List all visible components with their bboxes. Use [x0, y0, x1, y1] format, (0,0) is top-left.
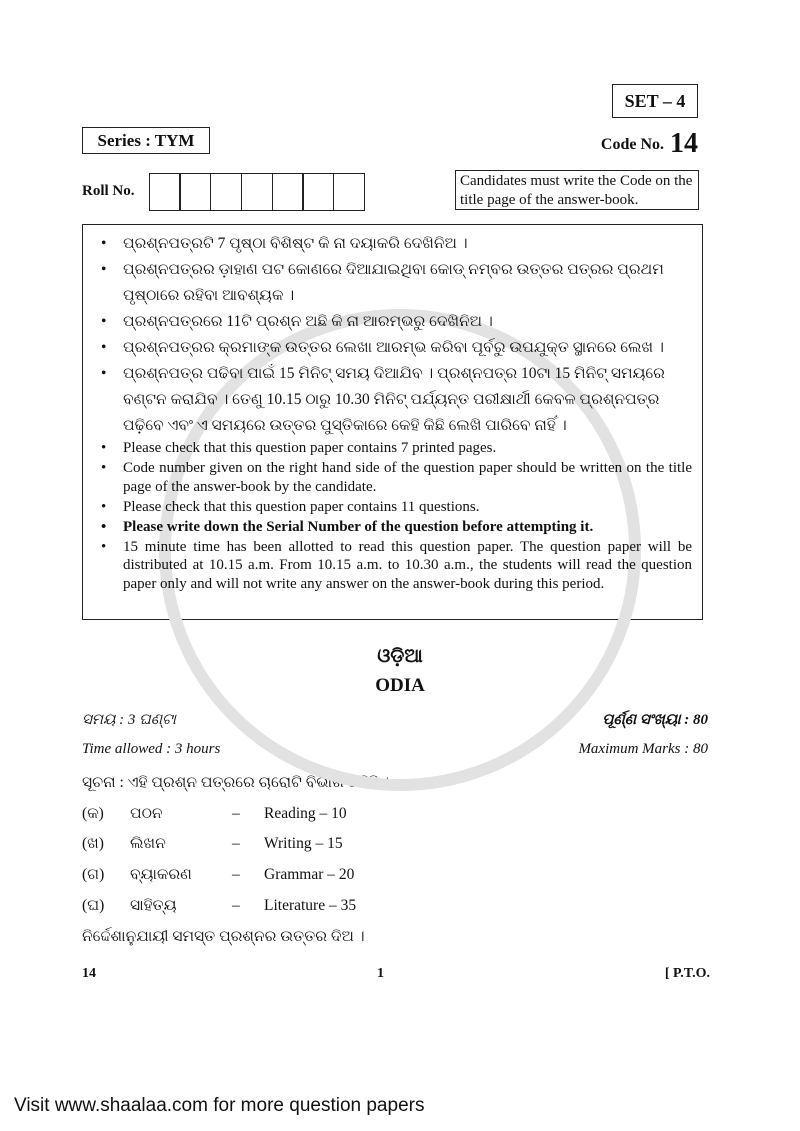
roll-digit-box[interactable]	[210, 173, 242, 211]
time-english: Time allowed : 3 hours	[82, 741, 221, 757]
section-odia: ବ୍ୟାକରଣ	[130, 866, 192, 884]
section-row	[82, 829, 708, 860]
section-mark: (ଖ)	[82, 835, 104, 853]
section-dash: –	[232, 835, 240, 853]
section-row	[82, 860, 708, 891]
code-number	[601, 128, 698, 160]
series-label: Series : TYM	[82, 127, 210, 154]
section-english: Reading – 10	[264, 804, 347, 822]
roll-label: Roll No.	[82, 183, 135, 199]
instruction-item: • Please check that this question paper contains 7 printed pages.	[95, 439, 692, 458]
section-odia: ପଠନ	[130, 804, 163, 822]
pto: [ P.T.O.	[664, 966, 710, 982]
marks-odia: ପୂର୍ଣ୍ଣ ସଂଖ୍ୟା : 80	[602, 712, 708, 728]
roll-digit-box[interactable]	[241, 173, 273, 211]
roll-digit-box[interactable]	[302, 173, 334, 211]
time-marks-odia	[82, 706, 708, 735]
visit-link[interactable]: Visit www.shaalaa.com for more question papers	[14, 1095, 425, 1116]
section-dash: –	[232, 896, 240, 914]
code-value: 14	[670, 128, 698, 159]
roll-digit-box[interactable]	[179, 173, 211, 211]
roll-digit-box[interactable]	[333, 173, 365, 211]
section-mark: (କ)	[82, 804, 104, 822]
instructions-odia	[95, 231, 692, 439]
section-row	[82, 891, 708, 922]
section-english: Literature – 35	[264, 896, 357, 914]
roll-digit-box[interactable]	[272, 173, 304, 211]
instruction-item: • ପ୍ରଶ୍ନପତ୍ରର କ୍ରମାଙ୍କ ଉତ୍ତର ଲେଖା ଆରମ୍ଭ କରିବା ପୂର୍ବରୁ ଉପଯୁକ୍ତ ସ୍ଥାନରେ ଲେଖ ।	[95, 335, 692, 361]
footer-code: 14	[82, 966, 96, 982]
roll-digit-box[interactable]	[149, 173, 181, 211]
section-odia: ସାହିତ୍ୟ	[130, 896, 177, 914]
section-odia: ଲିଖନ	[130, 835, 166, 853]
instructions-english	[95, 439, 692, 593]
instructions-box	[82, 224, 703, 620]
time-odia: ସମୟ : 3 ଘଣ୍ଟା	[82, 712, 176, 728]
header	[0, 0, 800, 224]
page-number: 1	[376, 966, 384, 982]
title-english: ODIA	[375, 675, 425, 696]
instruction-item: • Code number given on the right hand side of the question paper should be written on the title page of the answer-book by the candidate.	[95, 459, 692, 496]
section-dash: –	[232, 866, 240, 884]
instruction-item: • ପ୍ରଶ୍ନପତ୍ରରେ 11ଟି ପ୍ରଶ୍ନ ଅଛି କି ନା ଆରମ୍ଭରୁ ଦେଖିନିଅ ।	[95, 309, 692, 335]
title-odia: ଓଡ଼ିଆ	[377, 646, 423, 667]
code-label: Code No.	[600, 136, 664, 153]
section-mark: (ଘ)	[82, 896, 105, 914]
final-instruction: ନିର୍ଦ୍ଦେଶାନୁଯାୟୀ ସମସ୍ତ ପ୍ରଶ୍ନର ଉତ୍ତର ଦିଅ ।	[82, 927, 365, 945]
page-footer	[82, 966, 710, 982]
instruction-item: • Please write down the Serial Number of the question before attempting it.	[95, 518, 692, 537]
instruction-item: • ପ୍ରଶ୍ନପତ୍ରର ଡ଼ାହାଣ ପଟ କୋଣରେ ଦିଆଯାଇଥିବା କୋଡ୍ ନମ୍ବର ଉତ୍ତର ପତ୍ରର ପ୍ରଥମ ପୃଷ୍ଠାରେ ରହିବା ଆବଶ୍ୟକ ।	[95, 257, 692, 309]
instruction-item: • ପ୍ରଶ୍ନପତ୍ର ପଢିବା ପାଇଁ 15 ମିନିଟ୍ ସମୟ ଦିଆଯିବ । ପ୍ରଶ୍ନପତ୍ର 10ଟା 15 ମିନିଟ୍ ସମୟରେ ବଣ୍ଟନ କରାଯିବ । ତେଣୁ 10.15 ଠାରୁ 10.30 ମିନିଟ୍ ପର୍ଯ୍ୟନ୍ତ ପରୀକ୍ଷାର୍ଥୀ କେବଳ ପ୍ରଶ୍ନପତ୍ର ପଢ଼ିବେ ଏବଂ ଏ ସମୟରେ ଉତ୍ତର ପୁସ୍ତିକାରେ କେହି କିଛି ଲେଖି ପାରିବେ ନାହିଁ ।	[95, 361, 692, 439]
candidate-note: Candidates must write the Code on the title page of the answer-book.	[455, 170, 699, 210]
marks-english: Maximum Marks : 80	[578, 741, 708, 757]
section-english: Writing – 15	[264, 835, 343, 853]
section-english: Grammar – 20	[264, 866, 355, 884]
roll-number-boxes[interactable]	[150, 173, 365, 211]
note: ସୂଚନା : ଏହି ପ୍ରଶ୍ନ ପତ୍ରରେ ଚାରୋଟି ବିଭାଗ ରହିଛି ।	[82, 774, 390, 791]
set-number: SET – 4	[612, 84, 698, 118]
section-row	[82, 799, 708, 830]
instruction-item: • ପ୍ରଶ୍ନପତ୍ରଟି 7 ପୃଷ୍ଠା ବିଶିଷ୍ଟ କି ନା ଦୟାକରି ଦେଖିନିଅ ।	[95, 231, 692, 257]
time-marks-english	[82, 735, 708, 764]
sections-list	[82, 799, 708, 922]
section-dash: –	[232, 804, 240, 822]
instruction-item: • 15 minute time has been allotted to read this question paper. The question paper will be distributed at 10.15 a.m. From 10.15 a.m. to 10.30 a.m., the students will read the question paper only and will not write any answer on the answer-book during this period.	[95, 538, 692, 594]
section-mark: (ଗ)	[82, 866, 105, 884]
instruction-item: • Please check that this question paper contains 11 questions.	[95, 498, 692, 517]
